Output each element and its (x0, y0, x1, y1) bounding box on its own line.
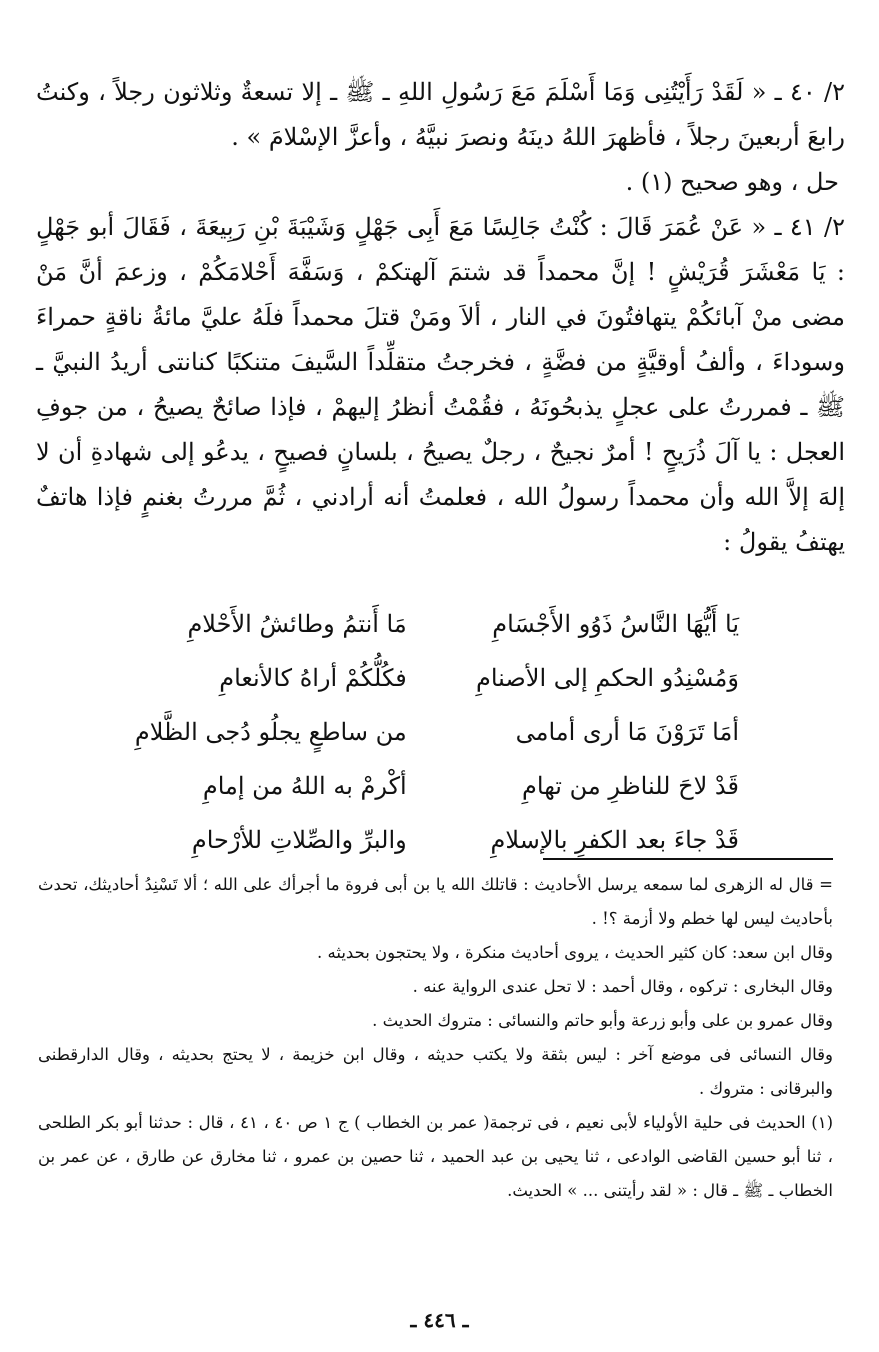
first-hemistich: قَدْ جاءَ بعد الكفرِ بالإسلامِ (490, 826, 739, 854)
first-hemistich: قَدْ لاحَ للناظرِ من تهامِ (522, 772, 739, 800)
footnotes (38, 868, 833, 1208)
poem-verse (100, 597, 739, 651)
footnote-line: وقال عمرو بن على وأبو زرعة وأبو حاتم والنسائى : متروك الحديث . (372, 1011, 833, 1030)
second-hemistich: مَا أَنتمُ وطائشُ الأَحْلامِ (187, 610, 407, 638)
footnote-1: (١) الحديث فى حلية الأولياء لأبى نعيم ، فى ترجمة( عمر بن الخطاب ) ج ١ ص ٤٠ ، ٤١ ، قال : حدثنا أبو بكر الطلحى ، ثنا أبو حسين القاضى الوادعى ، ثنا يحيى بن عبد الحميد ، ثنا حصين بن عمرو ، ثنا مخارق عن طارق ، عن عمر بن الخطاب ـ ﷺ ـ قال : « لقد رأيتنى ... » الحديث. (38, 1113, 833, 1200)
hadith-40: ٢/ ٤٠ ـ « لَقَدْ رَأَيْتُنِى وَمَا أَسْلَمَ مَعَ رَسُولِ اللهِ ـ ﷺ ـ إلا تسعةٌ وثلاثون رجلاً ، وكنتُ رابعَ أربعينَ رجلاً ، فأظهرَ اللهُ دينَهُ ونصرَ نبيَّهُ ، وأعزَّ الإسْلامَ » . (36, 78, 845, 151)
main-text (36, 70, 845, 565)
first-hemistich: وَمُسْنِدُو الحكمِ إلى الأصنامِ (475, 664, 739, 692)
second-hemistich: فكُلُّكُمْ أراهُ كالأنعامِ (219, 664, 407, 692)
footnote-continuation: = قال له الزهرى لما سمعه يرسل الأحاديث : قاتلك الله يا بن أبى فروة ما أجرأك على الله ؛ ألا تَسْنِدُ أحاديثك، تحدث بأحاديث ليس لها خطم ولا أزمة ؟! . (38, 875, 833, 928)
footnote-line: وقال البخارى : تركوه ، وقال أحمد : لا تحل عندى الرواية عنه . (412, 977, 833, 996)
second-hemistich: والبرِّ والصِّلاتِ للأرْحامِ (191, 826, 407, 854)
first-hemistich: يَا أَيُّهَا النَّاسُ ذَوُو الأَجْسَامِ (492, 610, 739, 638)
poem-verse (100, 705, 739, 759)
second-hemistich: من ساطعٍ يجلُو دُجى الظَّلامِ (134, 718, 407, 746)
second-hemistich: أكْرمْ به اللهُ من إمامِ (202, 772, 407, 800)
hadith-40-grade: حل ، وهو صحيح (١) . (625, 168, 839, 196)
poem-verse (100, 651, 739, 705)
page-number: ـ ٤٤٦ ـ (410, 1308, 469, 1332)
poem-verse (100, 759, 739, 813)
footnote-line: وقال النسائى فى موضع آخر : ليس بثقة ولا يكتب حديثه ، وقال ابن خزيمة ، لا يحتج بحديثه ، وقال الدارقطنى والبرقانى : متروك . (38, 1045, 833, 1098)
footnote-line: وقال ابن سعد: كان كثير الحديث ، يروى أحاديث منكرة ، ولا يحتجون بحديثه . (317, 943, 833, 962)
first-hemistich: أمَا تَرَوْنَ مَا أرى أمامى (515, 718, 739, 746)
poem (100, 597, 739, 867)
footnote-divider (543, 858, 833, 860)
hadith-41: ٢/ ٤١ ـ « عَنْ عُمَرَ قَالَ : كُنْتُ جَالِسًا مَعَ أَبِى جَهْلٍ وَشَيْبَةَ بْنِ رَبِيعَةَ ، فَقَالَ أبو جَهْلٍ : يَا مَعْشَرَ قُرَيْشٍ ! إنَّ محمداً قد شتمَ آلهتكمْ ، وَسَفَّهَ أَحْلامَكُمْ ، وزعمَ أنَّ مَنْ مضى منْ آبائكُمْ يتهافتُونَ في النار ، ألاَ ومَنْ قتلَ محمداً فلَهُ عليَّ مائةُ ناقةٍ حمراءَ وسوداءَ ، وألفُ أوقيَّةٍ من فضَّةٍ ، فخرجتُ متقلِّداً السَّيفَ متنكبًا كنانتى أريدُ النبيَّ ـ ﷺ ـ فمررتُ على عجلٍ يذبحُونَهُ ، فقُمْتُ أنظرُ إليهمْ ، فإذا صائحٌ يصيحُ ، من جوفِ العجل : يا آلَ ذُرَيحٍ ! أمرٌ نجيحٌ ، رجلٌ يصيحُ ، بلسانٍ فصيحٍ ، يدعُو إلى شهادةِ أن لا إلهَ إلاَّ الله وأن محمداً رسولُ الله ، فعلمتُ أنه أرادني ، ثُمَّ مررتُ بغنمٍ فإذا هاتفٌ يهتفُ يقولُ : (36, 213, 846, 556)
